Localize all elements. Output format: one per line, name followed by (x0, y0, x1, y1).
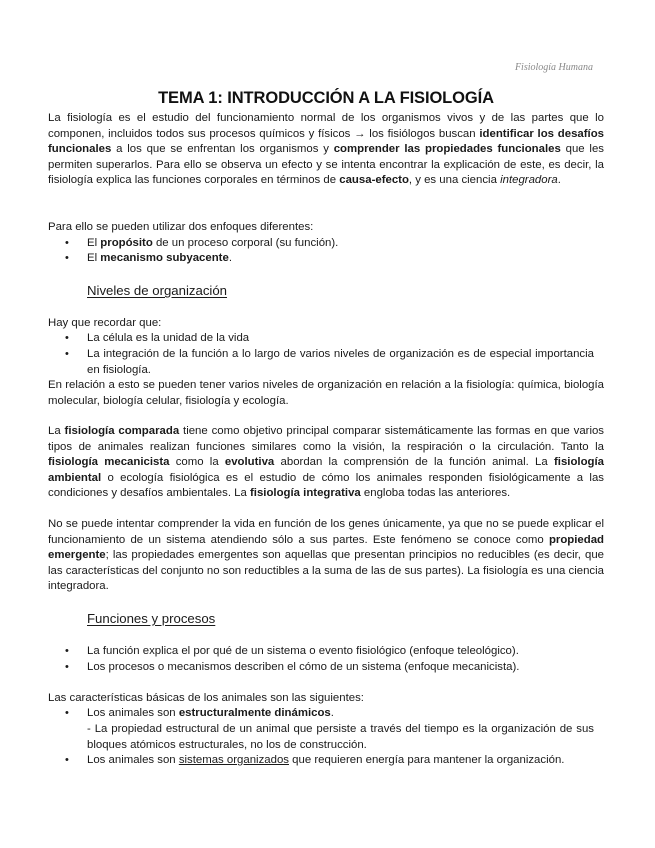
characteristics-lead: Las características básicas de los animales son las siguientes: (48, 692, 364, 704)
levels-paragraph: En relación a esto se pueden tener varios niveles de organización en relación a la fisiología: química, biología molecular, biología celular, fisiología y ecología. (48, 379, 604, 407)
list-item-text: Los animales son estructuralmente dinámicos. (87, 707, 334, 719)
bullet-icon: • (65, 661, 69, 673)
section1-lead: Hay que recordar que: (48, 317, 162, 329)
italic-term: integradora (500, 174, 558, 187)
bold-term: comprender las propiedades funcionales (333, 143, 561, 156)
running-header: Fisiología Humana (514, 62, 593, 73)
bullet-icon: • (65, 754, 69, 766)
list-item-text: El mecanismo subyacente. (87, 252, 232, 264)
list-item-text: La función explica el por qué de un sistema o evento fisiológico (enfoque teleológico). (87, 645, 519, 657)
bullet-icon: • (65, 252, 69, 264)
list-item-text: El propósito de un proceso corporal (su función). (87, 237, 339, 249)
comparative-paragraph: La fisiología comparada tiene como objetivo principal comparar sistemáticamente las formas en que varios tipos de animales realizan funciones similares como la visión, la respiración o la circulación. Tanto la fisiología mecanicista como la evolutiva abordan la comprensión de la función animal. La fisiología ambiental o ecología fisiológica es el estudio de cómo los animales responden fisiológicamente a las condiciones y desafíos ambientales. La fisiología integrativa engloba todas las anteriores. (48, 425, 605, 500)
bullet-icon: • (65, 332, 69, 344)
list-item-text: La célula es la unidad de la vida (87, 332, 250, 344)
bullet-icon: • (65, 348, 69, 360)
page-title: TEMA 1: INTRODUCCIÓN A LA FISIOLOGÍA (158, 89, 494, 107)
emergent-property-paragraph: No se puede intentar comprender la vida en función de los genes únicamente, ya que no se puede explicar el funcionamiento de un sistema atendiendo sólo a sus partes. Este fenómeno se conoce como propiedad emergente; las propiedades emergentes son aquellas que presentan principios no reducibles (es decir, que las características del conjunto no son reductibles a la suma de las de sus partes). La fisiología es una ciencia integradora. (48, 518, 604, 593)
bullet-icon: • (65, 237, 69, 249)
list-item-text: Los procesos o mecanismos describen el cómo de un sistema (enfoque mecanicista). (87, 661, 520, 673)
approaches-lead: Para ello se pueden utilizar dos enfoques diferentes: (48, 221, 314, 233)
section-heading-funciones: Funciones y procesos (87, 611, 216, 626)
bullet-icon: • (65, 645, 69, 657)
list-item-text: La integración de la función a lo largo de varios niveles de organización es de especial importancia en fisiología. (87, 348, 594, 376)
list-item-text: Los animales son sistemas organizados que requieren energía para mantener la organización. (87, 754, 565, 766)
intro-paragraph: La fisiología es el estudio del funcionamiento normal de los organismos vivos y de las partes que lo componen, incluidos todos sus procesos químicos y físicos → los fisiólogos buscan identificar los desafíos funcionales a los que se enfrentan los organismos y comprender las propiedades funcionales que les permiten superarlos. Para ello se observa un efecto y se intenta encontrar la explicación de este, es decir, la fisiología explica las funciones corporales en términos de causa-efecto, y es una ciencia integradora. (48, 112, 604, 187)
list-subitem-text: - La propiedad estructural de un animal que persiste a través del tiempo es la organización de sus bloques atómicos estructurales, no los de construcción. (87, 723, 594, 751)
bullet-icon: • (65, 707, 69, 719)
bold-term: identificar los desafíos funcionales (48, 127, 604, 156)
section-heading-niveles: Niveles de organización (87, 283, 228, 298)
bold-term: causa-efecto (339, 174, 409, 187)
